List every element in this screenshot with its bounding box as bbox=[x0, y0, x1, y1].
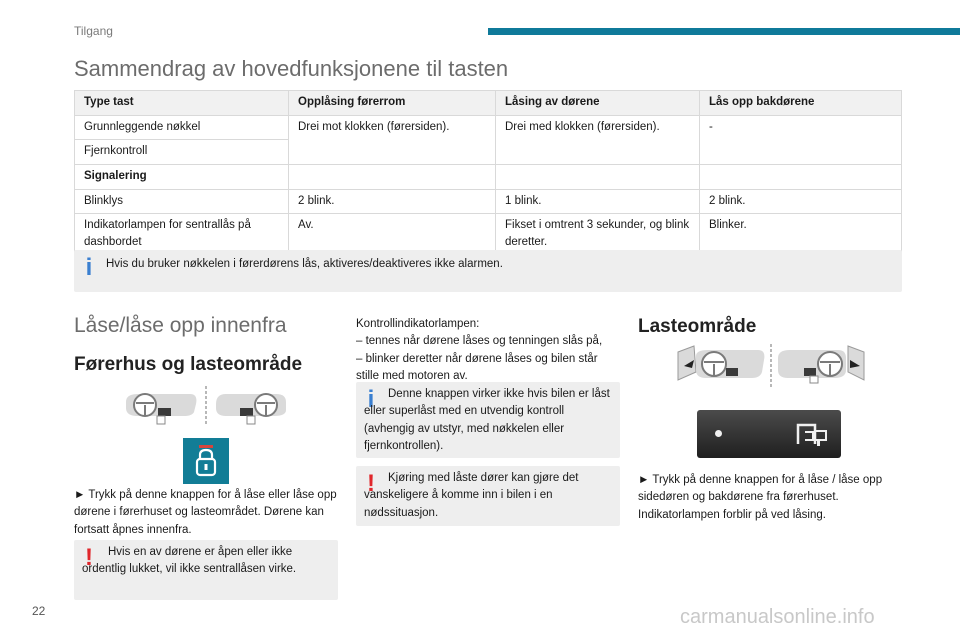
info-icon: i bbox=[367, 386, 375, 413]
table-cell: Fjernkontroll bbox=[75, 140, 289, 165]
table-cell: Signalering bbox=[75, 165, 289, 190]
table-header-cell: Lås opp bakdørene bbox=[700, 91, 902, 116]
subsection-heading: Førerhus og lasteområde bbox=[74, 354, 303, 375]
table-header-cell: Låsing av dørene bbox=[496, 91, 700, 116]
info-icon: i bbox=[85, 254, 93, 281]
table-row bbox=[75, 115, 902, 140]
table-row bbox=[75, 189, 902, 214]
dashboard-illustration bbox=[120, 382, 292, 426]
table-cell: - bbox=[700, 115, 902, 164]
table-cell: Grunnleggende nøkkel bbox=[75, 115, 289, 140]
warning-icon: ! bbox=[85, 544, 93, 571]
page-title: Sammendrag av hovedfunksjonene til tasten bbox=[74, 56, 509, 81]
info-note-text: Hvis du bruker nøkkelen i førerdørens lås, aktiveres/deaktiveres ikke alarmen. bbox=[106, 258, 503, 270]
warning-note bbox=[74, 540, 338, 600]
warning-note-text: Hvis en av dørene er åpen eller ikke ordentlig lukket, vil ikke sentrallåsen virke. bbox=[82, 546, 297, 576]
cargo-door-lock-icon bbox=[795, 420, 829, 448]
section-heading: Låse/låse opp innenfra bbox=[74, 314, 287, 337]
table-cell bbox=[700, 165, 902, 190]
table-row bbox=[75, 214, 902, 255]
table-cell: 2 blink. bbox=[289, 189, 496, 214]
table-cell: Blinker. bbox=[700, 214, 902, 255]
table-cell: 1 blink. bbox=[496, 189, 700, 214]
header-section-label: Tilgang bbox=[74, 24, 113, 38]
table-header-cell: Type tast bbox=[75, 91, 289, 116]
col3-body: ► Trykk på denne knappen for å låse / låse opp sidedøren og bakdørene fra førerhuset. Indikatorlampen forblir på ved låsing. bbox=[638, 474, 883, 521]
section-heading: Lasteområde bbox=[638, 316, 757, 337]
table-cell: Av. bbox=[289, 214, 496, 255]
table-cell bbox=[496, 165, 700, 190]
warning-note-text: Kjøring med låste dører kan gjøre det vanskeligere å komme inn i bilen i en nødssituasjon. bbox=[364, 472, 579, 519]
watermark: carmanualsonline.info bbox=[680, 606, 875, 628]
key-functions-table bbox=[74, 90, 902, 256]
table-cell: Fikset i omtrent 3 sekunder, og blink deretter. bbox=[496, 214, 700, 255]
cargo-lock-button[interactable] bbox=[697, 410, 841, 458]
padlock-icon bbox=[183, 438, 229, 484]
central-lock-button[interactable] bbox=[183, 438, 229, 484]
indicator-light-icon bbox=[715, 430, 722, 437]
page-number: 22 bbox=[32, 604, 46, 618]
table-row bbox=[75, 165, 902, 190]
table-header-cell: Opplåsing førerrom bbox=[289, 91, 496, 116]
table-cell: Indikatorlampen for sentrallås på dashbordet bbox=[75, 214, 289, 255]
cargo-doors-illustration bbox=[668, 342, 874, 390]
table-cell: Drei med klokken (førersiden). bbox=[496, 115, 700, 164]
table-cell: Blinklys bbox=[75, 189, 289, 214]
table-cell bbox=[289, 165, 496, 190]
info-note-text: Denne knappen virker ikke hvis bilen er låst eller superlåst med en utvendig kontroll (avhengig av utstyr, med nøkkelen eller fjernkontrollen). bbox=[364, 388, 610, 452]
warning-note bbox=[356, 466, 620, 526]
info-note bbox=[74, 250, 902, 292]
col2-body: Kontrollindikatorlampen: – tennes når dørene låses og tenningen slås på, – blinker deretter når dørene låses og bilen står stille med motoren av. bbox=[356, 318, 603, 382]
header-accent-bar bbox=[488, 28, 960, 35]
col1-body: ► Trykk på denne knappen for å låse eller låse opp dørene i førerhuset og lasteområdet. Dørene kan fortsatt åpnes innenfra. bbox=[74, 489, 337, 536]
table-cell: Drei mot klokken (førersiden). bbox=[289, 115, 496, 164]
info-note bbox=[356, 382, 620, 458]
table-cell: 2 blink. bbox=[700, 189, 902, 214]
warning-icon: ! bbox=[367, 470, 375, 497]
table-header-row bbox=[75, 91, 902, 116]
